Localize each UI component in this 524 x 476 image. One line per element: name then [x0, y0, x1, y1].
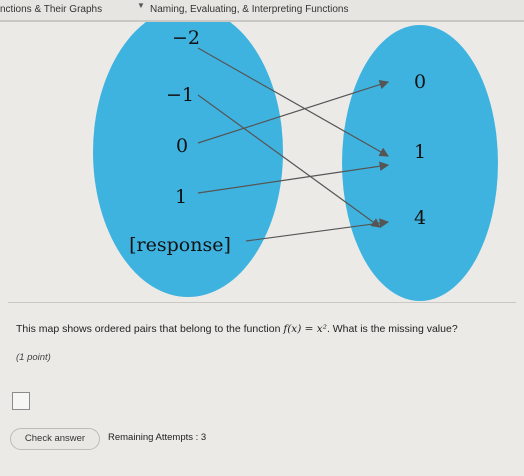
- answer-input[interactable]: [12, 392, 30, 410]
- top-bar: [0, 0, 524, 22]
- range-label-0: 0: [413, 71, 427, 93]
- domain-label-neg2: −2: [171, 27, 201, 49]
- range-oval: [342, 25, 498, 301]
- question-prefix: This map shows ordered pairs that belong to the function: [16, 323, 284, 335]
- mapping-diagram: [8, 22, 516, 303]
- question-text: [16, 323, 516, 335]
- domain-label-0: 0: [175, 135, 189, 157]
- question-suffix: . What is the missing value?: [326, 323, 458, 335]
- range-label-1: 1: [413, 141, 427, 163]
- remaining-attempts: Remaining Attempts : 3: [108, 432, 207, 443]
- course-title: nctions & Their Graphs: [0, 4, 103, 15]
- points-label: (1 point): [16, 352, 51, 363]
- domain-label-1: 1: [174, 186, 188, 208]
- mapping-svg: [8, 22, 516, 302]
- domain-label-response: [response]: [129, 234, 231, 256]
- check-answer-button[interactable]: Check answer: [10, 428, 100, 450]
- range-label-4: 4: [413, 207, 427, 229]
- dropdown-caret-icon[interactable]: ▼: [137, 1, 145, 10]
- function-expression: f(x) = x²: [283, 323, 327, 335]
- section-title: Naming, Evaluating, & Interpreting Functions: [150, 4, 349, 15]
- domain-label-neg1: −1: [165, 84, 195, 106]
